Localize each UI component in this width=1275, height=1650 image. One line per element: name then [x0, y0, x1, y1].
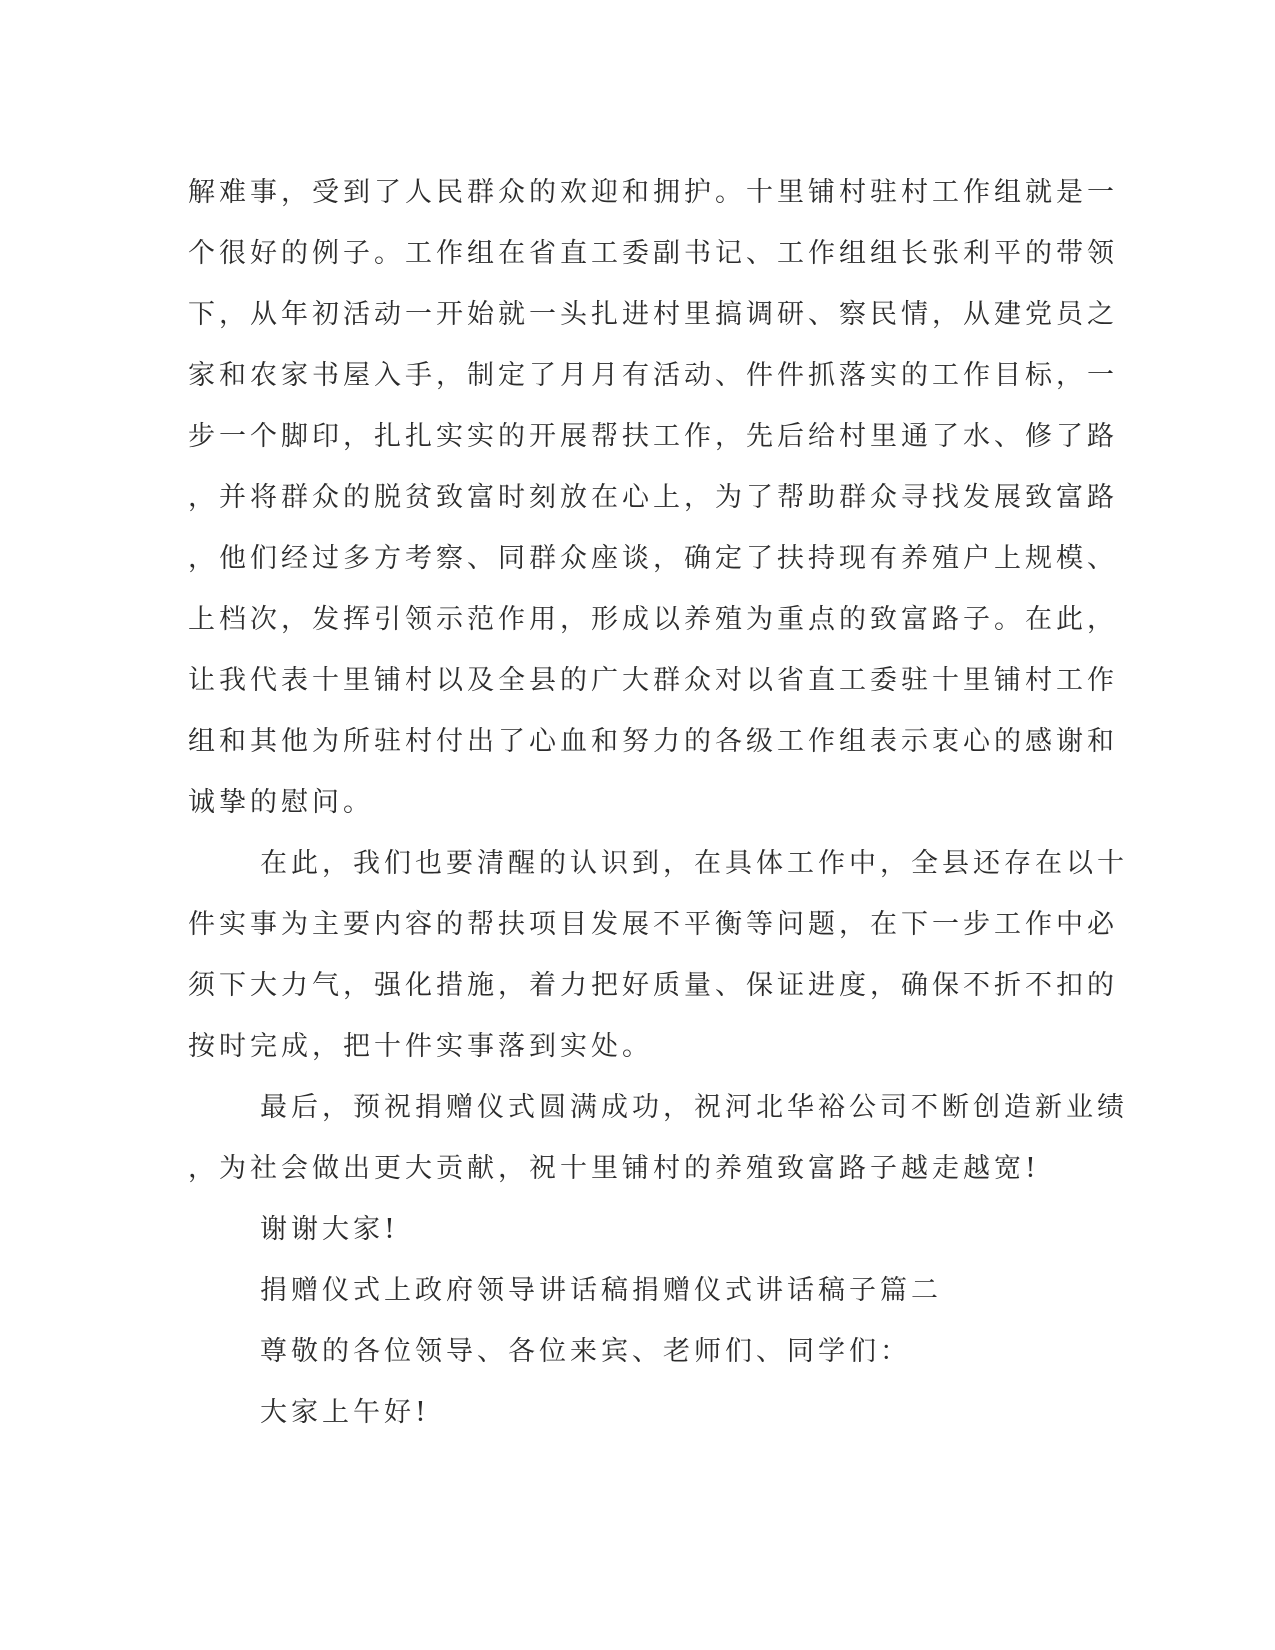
text-line: 尊敬的各位领导、各位来宾、老师们、同学们： — [260, 1336, 911, 1367]
text-line: 最后，预祝捐赠仪式圆满成功，祝河北华裕公司不断创造新业绩 — [260, 1092, 1128, 1123]
text-line: 下，从年初活动一开始就一头扎进村里搞调研、察民情，从建党员之 — [188, 299, 1118, 330]
text-line: 个很好的例子。工作组在省直工委副书记、工作组组长张利平的带领 — [188, 238, 1118, 269]
text-line: 步一个脚印，扎扎实实的开展帮扶工作，先后给村里通了水、修了路 — [188, 421, 1118, 452]
text-line: ，他们经过多方考察、同群众座谈，确定了扶持现有养殖户上规模、 — [188, 543, 1118, 574]
text-line: 捐赠仪式上政府领导讲话稿捐赠仪式讲话稿子篇二 — [260, 1275, 942, 1306]
text-line: 大家上午好! — [260, 1397, 430, 1428]
text-line: ，并将群众的脱贫致富时刻放在心上，为了帮助群众寻找发展致富路 — [188, 482, 1118, 513]
text-line: 组和其他为所驻村付出了心血和努力的各级工作组表示衷心的感谢和 — [188, 726, 1118, 757]
text-line: 在此，我们也要清醒的认识到，在具体工作中，全县还存在以十 — [260, 848, 1128, 879]
document-body — [188, 162, 1128, 1443]
text-line: ，为社会做出更大贡献，祝十里铺村的养殖致富路子越走越宽! — [188, 1153, 1040, 1184]
text-line: 家和农家书屋入手，制定了月月有活动、件件抓落实的工作目标，一 — [188, 360, 1118, 391]
text-line: 件实事为主要内容的帮扶项目发展不平衡等问题，在下一步工作中必 — [188, 909, 1118, 940]
text-line: 上档次，发挥引领示范作用，形成以养殖为重点的致富路子。在此， — [188, 604, 1118, 635]
text-line: 谢谢大家! — [260, 1214, 399, 1245]
text-line: 解难事，受到了人民群众的欢迎和拥护。十里铺村驻村工作组就是一 — [188, 177, 1118, 208]
text-line: 按时完成，把十件实事落到实处。 — [188, 1031, 653, 1062]
text-line: 让我代表十里铺村以及全县的广大群众对以省直工委驻十里铺村工作 — [188, 665, 1118, 696]
text-line: 诚挚的慰问。 — [188, 787, 374, 818]
text-line: 须下大力气，强化措施，着力把好质量、保证进度，确保不折不扣的 — [188, 970, 1118, 1001]
